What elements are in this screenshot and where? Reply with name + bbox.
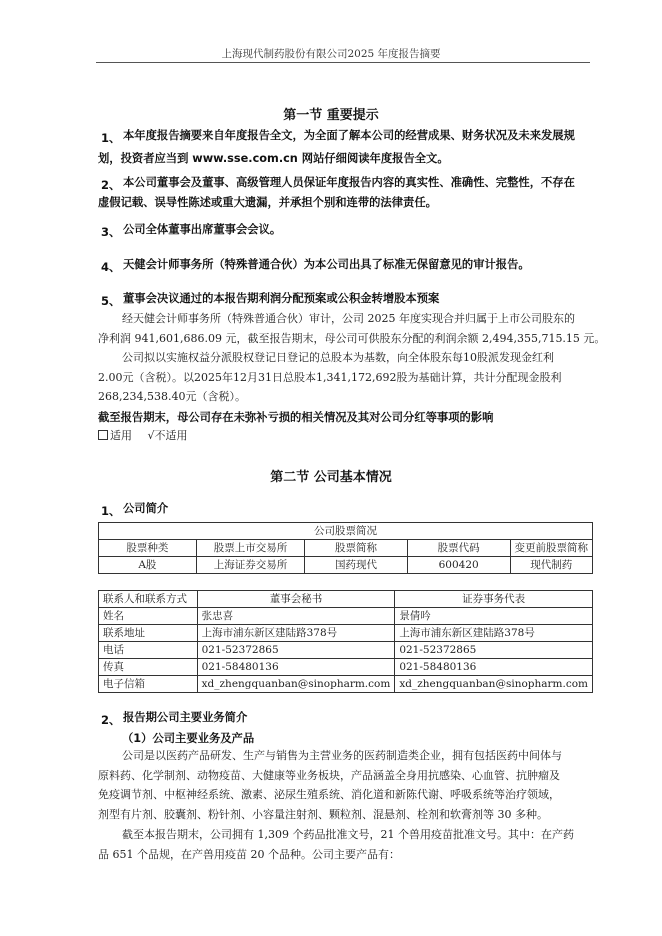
business-paragraph-2 (98, 825, 593, 864)
item4-number: 4、 (101, 260, 121, 274)
stock-cell-prev-abbr: 现代制药 (510, 557, 593, 574)
business-paragraph-1 (98, 746, 593, 824)
checkbox-applicable[interactable] (98, 430, 108, 440)
contact-representative-value: 上海市浦东新区建陆路378号 (395, 625, 593, 642)
stock-table (98, 522, 593, 574)
business-p1-line4: 剂型有片剂、胶囊剂、粉针剂、小容量注射剂、颗粒剂、混悬剂、栓剂和软膏剂等 30 多种。 (98, 807, 548, 821)
contact-secretary-value: 上海市浦东新区建陆路378号 (197, 625, 395, 642)
business-p2-line2: 品 651 个品规，在产兽用疫苗 20 个品种。公司主要产品有： (98, 847, 400, 861)
profit-paragraph-1 (98, 309, 606, 348)
item2-line1: 本公司董事会及董事、高级管理人员保证年度报告内容的真实性、准确性、完整性，不存在 (123, 176, 575, 189)
item5-line1: 董事会决议通过的本报告期利润分配预案或公积金转增股本预案 (123, 292, 440, 305)
contact-row-label: 姓名 (99, 608, 198, 625)
option-applicable-label: 适用 (110, 429, 132, 442)
stock-header-code: 股票代码 (407, 540, 510, 557)
table-row (99, 676, 593, 693)
document-header-title: 上海现代制药股份有限公司2025 年度报告摘要 (221, 48, 441, 60)
business-p1-line3: 免疫调节剂、中枢神经系统、激素、泌尿生殖系统、消化道和新陈代谢、呼吸系统等治疗领域， (98, 788, 560, 801)
business-p1-line1: 公司是以医药产品研发、生产与销售为主营业务的医药制造类企业，拥有包括医药中间体与 (122, 749, 562, 762)
profit-p2-line3: 268,234,538.40元（含税）。 (98, 390, 246, 403)
stock-header-abbr: 股票简称 (305, 540, 408, 557)
section2-title: 第二节 公司基本情况 (270, 470, 392, 485)
header-divider (96, 62, 590, 63)
item1-line1: 本年度报告摘要来自年度报告全文，为全面了解本公司的经营成果、财务状况及未来发展规 (123, 129, 575, 142)
contact-representative-email[interactable]: xd_zhengquanban@sinopharm.com (395, 676, 593, 693)
deficit-title: 截至报告期末，母公司存在未弥补亏损的相关情况及其对公司分红等事项的影响 (98, 411, 494, 424)
table-row (99, 659, 593, 676)
item2-line2: 虚假记载、误导性陈述或重大遗漏，并承担个别和连带的法律责任。 (98, 196, 437, 209)
contact-secretary-email[interactable]: xd_zhengquanban@sinopharm.com (197, 676, 395, 693)
contact-row-label: 电子信箱 (99, 676, 198, 693)
sub2-1-title: （1）公司主要业务及产品 (122, 732, 255, 745)
item3-line1: 公司全体董事出席董事会会议。 (123, 223, 282, 236)
section1-title: 第一节 重要提示 (283, 108, 379, 123)
contact-table (98, 590, 593, 693)
profit-p2-line1: 公司拟以实施权益分派股权登记日登记的总股本为基数，向全体股东每10股派发现金红利 (122, 351, 554, 364)
contact-row-label: 传真 (99, 659, 198, 676)
stock-cell-code: 600420 (407, 557, 510, 574)
item4-line1: 天健会计师事务所（特殊普通合伙）为本公司出具了标准无保留意见的审计报告。 (123, 258, 530, 271)
deficit-options (98, 427, 188, 443)
contact-secretary-value: 张忠喜 (197, 608, 395, 625)
stock-cell-abbr: 国药现代 (305, 557, 408, 574)
contact-header-representative: 证券事务代表 (395, 591, 593, 608)
sub1-title: 公司简介 (123, 502, 169, 515)
profit-p1-line2: 净利润 941,601,686.09 元，截至报告期末，母公司可供股东分配的利润余额 2,494,355,715.15 元。 (98, 331, 606, 345)
contact-secretary-value: 021-58480136 (197, 659, 395, 676)
stock-header-type: 股票种类 (99, 540, 197, 557)
stock-cell-exchange: 上海证券交易所 (196, 557, 304, 574)
contact-row-label: 联系地址 (99, 625, 198, 642)
contact-representative-value: 021-58480136 (395, 659, 593, 676)
stock-header-exchange: 股票上市交易所 (196, 540, 304, 557)
contact-representative-value: 景倩吟 (395, 608, 593, 625)
stock-cell-type: A股 (99, 557, 197, 574)
item3-number: 3、 (101, 225, 121, 239)
table-row (99, 625, 593, 642)
stock-table-caption: 公司股票简况 (99, 523, 593, 540)
item1-line2: 划，投资者应当到 www.sse.com.cn 网站仔细阅读年度报告全文。 (98, 152, 449, 165)
item5-number: 5、 (101, 294, 121, 308)
item1-number: 1、 (101, 131, 121, 145)
item2-number: 2、 (101, 178, 121, 192)
contact-header-label: 联系人和联系方式 (99, 591, 198, 608)
profit-p1-line1: 经天健会计师事务所（特殊普通合伙）审计，公司 2025 年度实现合并归属于上市公司股东的 (122, 312, 575, 325)
business-p2-line1: 截至本报告期末，公司拥有 1,309 个药品批准文号，21 个兽用疫苗批准文号。其中：在产药 (122, 828, 574, 841)
sub1-number: 1、 (101, 504, 121, 518)
profit-p2-line2: 2.00元（含税）。以2025年12月31日总股本1,341,172,692股为基础计算，共计分配现金股利 (98, 370, 562, 384)
contact-header-secretary: 董事会秘书 (197, 591, 395, 608)
contact-representative-value: 021-52372865 (395, 642, 593, 659)
option-not-applicable-label: √不适用 (147, 429, 188, 442)
stock-header-prev-abbr: 变更前股票简称 (510, 540, 593, 557)
table-row (99, 608, 593, 625)
business-p1-line2: 原料药、化学制剂、动物疫苗、大健康等业务板块，产品涵盖全身用抗感染、心血管、抗肿瘤及 (98, 768, 560, 782)
contact-row-label: 电话 (99, 642, 198, 659)
sub2-title: 报告期公司主要业务简介 (123, 711, 248, 724)
profit-paragraph-2 (98, 348, 593, 407)
sub2-number: 2、 (101, 713, 121, 727)
contact-secretary-value: 021-52372865 (197, 642, 395, 659)
table-row (99, 642, 593, 659)
